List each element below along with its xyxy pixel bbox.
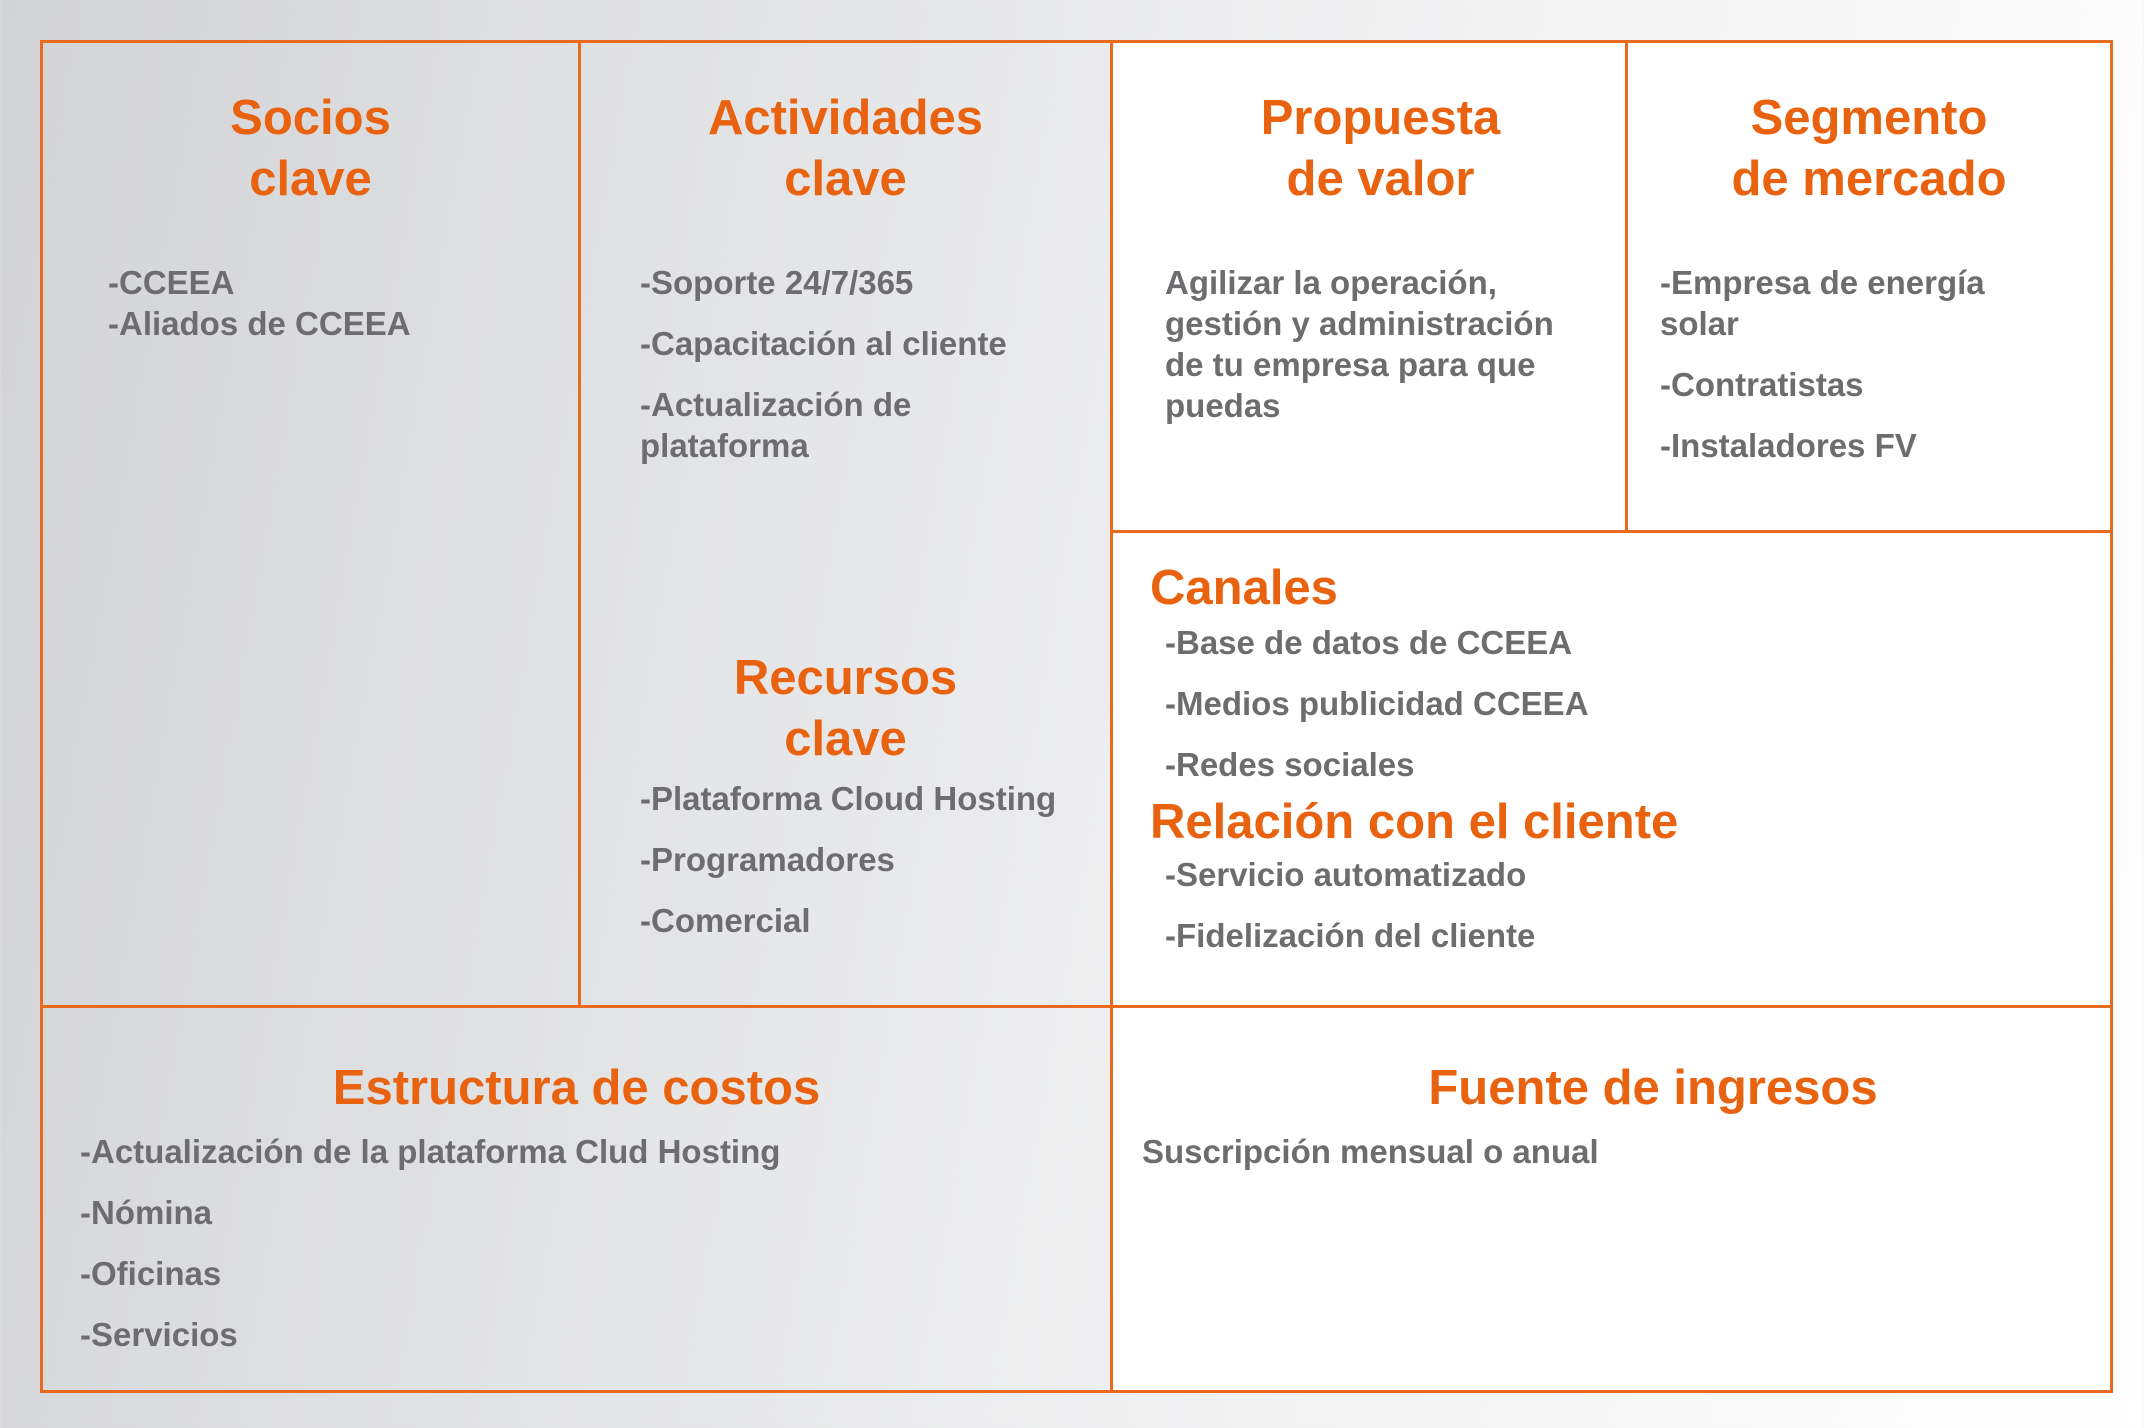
- canales-list: [1165, 622, 1589, 805]
- list-item: -Servicios: [80, 1316, 238, 1353]
- divider-h2: [40, 1005, 2113, 1008]
- list-item: -Actualización de plataforma: [640, 386, 912, 464]
- list-item: -Servicio automatizado: [1165, 856, 1527, 893]
- list-item: -Redes sociales: [1165, 746, 1415, 783]
- segmento-list: [1660, 262, 2060, 486]
- border-right: [2110, 40, 2113, 1393]
- list-item: -Instaladores FV: [1660, 427, 1917, 464]
- list-item: -Oficinas: [80, 1255, 222, 1292]
- border-top: [40, 40, 2113, 43]
- costos-title: Estructura de costos: [332, 1061, 821, 1115]
- propuesta-title: Propuesta de valor: [1260, 91, 1501, 206]
- actividades-title: Actividades clave: [707, 91, 984, 206]
- relacion-title: Relación con el cliente: [1150, 795, 1679, 849]
- list-item: -Aliados de CCEEA: [108, 305, 411, 342]
- divider-h1: [1110, 530, 2113, 533]
- list-item: -Nómina: [80, 1194, 212, 1231]
- costos-list: [80, 1131, 780, 1375]
- list-item: -Plataforma Cloud Hosting: [640, 780, 1057, 817]
- list-item: -Comercial: [640, 902, 811, 939]
- list-item: -Capacitación al cliente: [640, 325, 1007, 362]
- socios-list: [108, 262, 411, 344]
- actividades-list: [640, 262, 1080, 486]
- segmento-title: Segmento de mercado: [1731, 91, 2007, 206]
- list-item: -Fidelización del cliente: [1165, 917, 1536, 954]
- propuesta-text: Agilizar la operación, gestión y administración de tu empresa para que puedas: [1165, 264, 1554, 424]
- list-item: -Contratistas: [1660, 366, 1864, 403]
- list-item: -CCEEA: [108, 264, 235, 301]
- list-item: -Base de datos de CCEEA: [1165, 624, 1573, 661]
- socios-title: Socios clave: [230, 91, 391, 206]
- divider-v2: [1110, 40, 1113, 1393]
- canales-title: Canales: [1150, 561, 1338, 615]
- list-item: -Actualización de la plataforma Clud Hosting: [80, 1133, 781, 1170]
- ingresos-text: Suscripción mensual o anual: [1142, 1133, 1599, 1170]
- recursos-title: Recursos clave: [733, 651, 958, 766]
- list-item: -Medios publicidad CCEEA: [1165, 685, 1589, 722]
- list-item: -Programadores: [640, 841, 895, 878]
- relacion-list: [1165, 854, 1535, 976]
- ingresos-title: Fuente de ingresos: [1428, 1061, 1878, 1115]
- list-item: -Soporte 24/7/365: [640, 264, 914, 301]
- border-bottom: [40, 1390, 2113, 1393]
- recursos-list: [640, 778, 1056, 961]
- border-left: [40, 40, 43, 1393]
- list-item: -Empresa de energía solar: [1660, 264, 1985, 342]
